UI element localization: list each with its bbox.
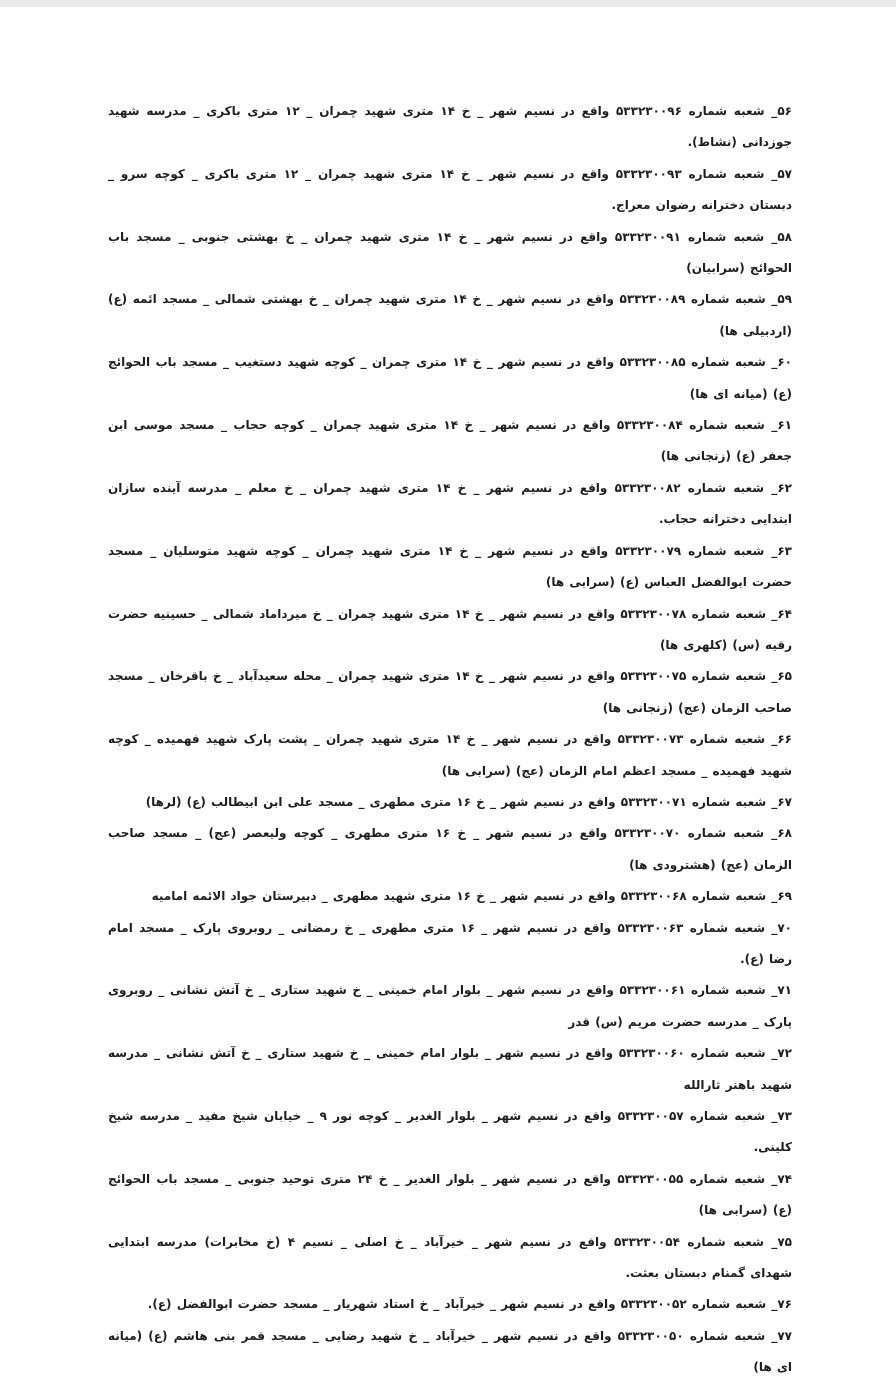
list-item: ۶۹_ شعبه شماره ۵۳۳۲۳۰۰۶۸ واقع در نسیم شهر _ خ ۱۶ متری شهید مطهری _ دبیرستان جواد الائمه امامیه xyxy=(151,889,792,904)
list-item: ۶۱_ شعبه شماره ۵۳۳۲۳۰۰۸۴ واقع در نسیم شهر _ خ ۱۴ متری شهید چمران _ کوچه حجاب _ مسجد موسی ابن جعفر (ع) (زنجانی ها) xyxy=(108,418,792,464)
list-item: ۶۳_ شعبه شماره ۵۳۳۲۳۰۰۷۹ واقع در نسیم شهر _ خ ۱۴ متری شهید چمران _ کوچه شهید متوسلیان _ مسجد حضرت ابوالفضل العباس (ع) (سرابی ها) xyxy=(108,543,792,590)
list-item: ۶۶_ شعبه شماره ۵۳۳۲۳۰۰۷۳ واقع در نسیم شهر _ خ ۱۴ متری شهید چمران _ پشت پارک شهید فهمیده _ کوچه شهید فهمیده _ مسجد اعظم امام الزمان (عج) (سرابی ها) xyxy=(108,732,792,778)
list-item: ۷۱_ شعبه شماره ۵۳۳۲۳۰۰۶۱ واقع در نسیم شهر _ بلوار امام خمینی _ خ شهید ستاری _ خ آتش نشانی _ روبروی پارک _ مدرسه حضرت مریم (س) قدر xyxy=(108,983,792,1029)
list-item: ۶۲_ شعبه شماره ۵۳۳۲۳۰۰۸۲ واقع در نسیم شهر _ خ ۱۴ متری شهید چمران _ خ معلم _ مدرسه آینده سازان ابتدایی دخترانه حجاب. xyxy=(108,480,792,527)
list-item: ۶۵_ شعبه شماره ۵۳۳۲۳۰۰۷۵ واقع در نسیم شهر _ خ ۱۴ متری شهید چمران _ محله سعیدآباد _ خ باقرخان _ مسجد صاحب الزمان (عج) (زنجانی ها) xyxy=(108,669,792,715)
list-item: ۵۷_ شعبه شماره ۵۳۳۲۳۰۰۹۳ واقع در نسیم شهر _ خ ۱۴ متری شهید چمران _ ۱۲ متری باکری _ کوچه سرو _ دبستان دخترانه رضوان معراج. xyxy=(108,166,792,213)
list-item: ۶۰_ شعبه شماره ۵۳۳۲۳۰۰۸۵ واقع در نسیم شهر _ خ ۱۴ متری چمران _ کوچه شهید دستغیب _ مسجد باب الحوائج (ع) (میانه ای ها) xyxy=(108,355,792,401)
list-item: ۵۹_ شعبه شماره ۵۳۳۲۳۰۰۸۹ واقع در نسیم شهر _ خ ۱۴ متری شهید چمران _ خ بهشتی شمالی _ مسجد ائمه (ع) (اردبیلی ها) xyxy=(108,292,792,338)
list-item: ۶۷_ شعبه شماره ۵۳۳۲۳۰۰۷۱ واقع در نسیم شهر _ خ ۱۶ متری مطهری _ مسجد علی ابن ابیطالب (ع) (لرها) xyxy=(145,794,792,809)
list-item: ۷۷_ شعبه شماره ۵۳۳۲۳۰۰۵۰ واقع در نسیم شهر _ خیرآباد _ خ شهید رضایی _ مسجد قمر بنی هاشم (ع) (میانه ای ها) xyxy=(108,1328,792,1375)
list-item: ۵۶_ شعبه شماره ۵۳۳۲۳۰۰۹۶ واقع در نسیم شهر _ خ ۱۴ متری شهید چمران _ ۱۲ متری باکری _ مدرسه شهید جوزدانی (نشاط). xyxy=(108,104,792,150)
polling-stations-list xyxy=(108,96,792,1384)
list-item: ۵۸_ شعبه شماره ۵۳۳۲۳۰۰۹۱ واقع در نسیم شهر _ خ ۱۴ متری شهید چمران _ خ بهشتی جنوبی _ مسجد باب الحوائج (سرابیان) xyxy=(108,229,792,276)
list-item: ۶۴_ شعبه شماره ۵۳۳۲۳۰۰۷۸ واقع در نسیم شهر _ خ ۱۴ متری شهید چمران _ خ میرداماد شمالی _ حسینیه حضرت رقیه (س) (کلهری ها) xyxy=(108,606,792,652)
list-item: ۷۵_ شعبه شماره ۵۳۳۲۳۰۰۵۴ واقع در نسیم شهر _ خیرآباد _ خ اصلی _ نسیم ۴ (خ مخابرات) مدرسه ابتدایی شهدای گمنام دبستان بعثت. xyxy=(108,1234,792,1281)
list-item: ۷۴_ شعبه شماره ۵۳۳۲۳۰۰۵۵ واقع در نسیم شهر _ بلوار الغدیر _ خ ۲۴ متری توحید جنوبی _ مسجد باب الحوائج (ع) (سرابی ها) xyxy=(108,1171,792,1218)
list-item: ۷۶_ شعبه شماره ۵۳۳۲۳۰۰۵۲ واقع در نسیم شهر _ خیرآباد _ خ استاد شهریار _ مسجد حضرت ابوالفضل (ع). xyxy=(147,1297,792,1312)
list-item: ۷۳_ شعبه شماره ۵۳۳۲۳۰۰۵۷ واقع در نسیم شهر _ بلوار الغدیر _ کوچه نور ۹ _ خیابان شیخ مفید _ مدرسه شیخ کلینی. xyxy=(108,1109,792,1155)
list-item: ۷۰_ شعبه شماره ۵۳۳۲۳۰۰۶۳ واقع در نسیم شهر _ ۱۶ متری مطهری _ خ رمضانی _ روبروی پارک _ مسجد امام رضا (ع). xyxy=(108,920,792,966)
list-item: ۷۲_ شعبه شماره ۵۳۳۲۳۰۰۶۰ واقع در نسیم شهر _ بلوار امام خمینی _ خ شهید ستاری _ خ آتش نشانی _ مدرسه شهید باهنر ثارالله xyxy=(108,1046,792,1092)
list-item: ۶۸_ شعبه شماره ۵۳۳۲۳۰۰۷۰ واقع در نسیم شهر _ خ ۱۶ متری مطهری _ کوچه ولیعصر (عج) _ مسجد صاحب الزمان (عج) (هشترودی ها) xyxy=(108,826,792,872)
